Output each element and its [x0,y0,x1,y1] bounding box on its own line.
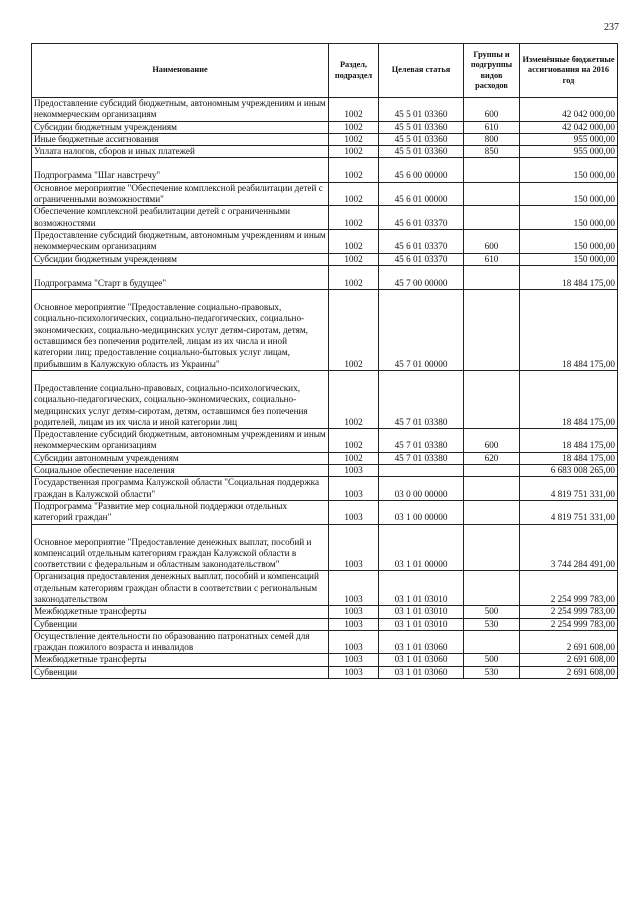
row-section: 1003 [329,654,379,666]
row-article: 45 7 00 00000 [379,265,464,289]
table-row [32,465,618,477]
row-amount: 42 042 000,00 [520,121,618,133]
row-name: Обеспечение комплексной реабилитации детей с ограниченными возможностями [32,206,329,230]
row-name: Субвенции [32,618,329,630]
row-group: 600 [464,429,520,453]
row-name: Основное мероприятие "Обеспечение комплексной реабилитации детей с ограниченными возможностями" [32,182,329,206]
row-amount: 955 000,00 [520,146,618,158]
row-amount: 150 000,00 [520,229,618,253]
row-amount: 955 000,00 [520,133,618,145]
row-article: 45 5 01 03360 [379,133,464,145]
row-amount: 18 484 175,00 [520,452,618,464]
row-section: 1002 [329,429,379,453]
row-section: 1003 [329,571,379,606]
row-amount: 4 819 751 331,00 [520,500,618,524]
table-row [32,229,618,253]
row-section: 1003 [329,465,379,477]
row-group: 600 [464,229,520,253]
row-group [464,206,520,230]
row-article: 45 5 01 03360 [379,146,464,158]
budget-table [31,43,618,679]
row-group: 620 [464,452,520,464]
row-article [379,465,464,477]
row-section: 1003 [329,606,379,618]
row-section: 1002 [329,182,379,206]
row-name: Субвенции [32,666,329,678]
row-section: 1002 [329,121,379,133]
row-group [464,290,520,371]
row-section: 1002 [329,253,379,265]
row-amount: 2 691 608,00 [520,666,618,678]
row-article: 45 7 01 03380 [379,452,464,464]
row-name: Социальное обеспечение населения [32,465,329,477]
row-group: 850 [464,146,520,158]
row-name: Иные бюджетные ассигнования [32,133,329,145]
row-amount: 18 484 175,00 [520,265,618,289]
row-group [464,500,520,524]
row-group: 610 [464,253,520,265]
table-row [32,370,618,428]
row-article: 45 7 01 03380 [379,370,464,428]
row-name: Предоставление субсидий бюджетным, автономным учреждениям и иным некоммерческим организациям [32,98,329,122]
row-name: Уплата налогов, сборов и иных платежей [32,146,329,158]
row-name: Субсидии бюджетным учреждениям [32,253,329,265]
table-row [32,121,618,133]
row-name: Межбюджетные трансферты [32,606,329,618]
row-section: 1002 [329,370,379,428]
row-group: 500 [464,654,520,666]
table-row [32,618,618,630]
row-amount: 150 000,00 [520,182,618,206]
row-group [464,182,520,206]
row-article: 45 5 01 03360 [379,121,464,133]
row-name: Предоставление субсидий бюджетным, автономным учреждениям и иным некоммерческим организациям [32,429,329,453]
row-group [464,465,520,477]
row-amount: 3 744 284 491,00 [520,524,618,571]
row-amount: 18 484 175,00 [520,370,618,428]
table-row [32,158,618,182]
row-name: Межбюджетные трансферты [32,654,329,666]
row-group: 610 [464,121,520,133]
table-row [32,524,618,571]
table-header-row [32,44,618,98]
table-row [32,630,618,654]
row-name: Подпрограмма "Старт в будущее" [32,265,329,289]
row-section: 1002 [329,146,379,158]
row-article: 45 6 00 00000 [379,158,464,182]
table-row [32,477,618,501]
row-amount: 18 484 175,00 [520,290,618,371]
table-row [32,98,618,122]
header-section: Раздел, подраздел [329,44,379,98]
table-row [32,666,618,678]
header-groups: Группы и подгруппы видов расходов [464,44,520,98]
table-row [32,571,618,606]
row-section: 1002 [329,98,379,122]
page-number: 237 [604,22,619,33]
row-section: 1002 [329,133,379,145]
row-name: Субсидии автономным учреждениям [32,452,329,464]
row-article: 45 7 01 00000 [379,290,464,371]
row-article: 03 1 01 03060 [379,666,464,678]
row-article: 03 1 01 03010 [379,606,464,618]
row-group [464,370,520,428]
row-amount: 150 000,00 [520,253,618,265]
row-name: Осуществление деятельности по образованию патронатных семей для граждан пожилого возраста и инвалидов [32,630,329,654]
row-amount: 150 000,00 [520,206,618,230]
row-amount: 2 691 608,00 [520,654,618,666]
row-amount: 18 484 175,00 [520,429,618,453]
table-row [32,146,618,158]
row-article: 03 1 01 03010 [379,618,464,630]
row-amount: 2 254 999 783,00 [520,571,618,606]
row-name: Государственная программа Калужской области "Социальная поддержка граждан в Калужской области" [32,477,329,501]
table-row [32,182,618,206]
row-section: 1002 [329,265,379,289]
row-group [464,265,520,289]
row-article: 03 0 00 00000 [379,477,464,501]
row-amount: 6 683 008 265,00 [520,465,618,477]
row-group [464,158,520,182]
table-row [32,253,618,265]
row-amount: 2 254 999 783,00 [520,606,618,618]
table-row [32,654,618,666]
header-amount: Изменённые бюджетные ассигнования на 2016 год [520,44,618,98]
row-section: 1003 [329,630,379,654]
row-article: 03 1 01 03060 [379,654,464,666]
table-row [32,500,618,524]
row-section: 1003 [329,500,379,524]
row-section: 1002 [329,158,379,182]
table-row [32,429,618,453]
table-row [32,290,618,371]
row-article: 45 6 01 03370 [379,229,464,253]
row-name: Подпрограмма "Развитие мер социальной поддержки отдельных категорий граждан" [32,500,329,524]
row-article: 45 6 01 00000 [379,182,464,206]
row-group [464,630,520,654]
row-section: 1003 [329,618,379,630]
row-amount: 2 254 999 783,00 [520,618,618,630]
row-article: 03 1 01 00000 [379,524,464,571]
row-section: 1003 [329,524,379,571]
row-name: Предоставление социально-правовых, социально-психологических, социально-педагогических, социально-экономических, социально-медицинских услуг детям-сиротам, детям, оставшимся без попечения родителей, лицам из их числа и иной категории лиц [32,370,329,428]
row-section: 1002 [329,290,379,371]
row-article: 03 1 01 03060 [379,630,464,654]
row-group [464,477,520,501]
header-article: Целевая статья [379,44,464,98]
row-group [464,524,520,571]
row-name: Организация предоставления денежных выплат, пособий и компенсаций отдельным категориям граждан области в соответствии с региональным законодательством [32,571,329,606]
table-row [32,206,618,230]
table-row [32,265,618,289]
row-section: 1002 [329,229,379,253]
header-name: Наименование [32,44,329,98]
row-name: Основное мероприятие "Предоставление денежных выплат, пособий и компенсаций отдельным категориям граждан Калужской области в соответствии с федеральным и областным законодательством" [32,524,329,571]
row-group [464,571,520,606]
table-row [32,133,618,145]
row-section: 1002 [329,206,379,230]
row-article: 45 5 01 03360 [379,98,464,122]
row-article: 03 1 01 03010 [379,571,464,606]
table-row [32,452,618,464]
row-group: 500 [464,606,520,618]
row-name: Предоставление субсидий бюджетным, автономным учреждениям и иным некоммерческим организациям [32,229,329,253]
row-article: 45 6 01 03370 [379,253,464,265]
row-article: 45 6 01 03370 [379,206,464,230]
row-amount: 150 000,00 [520,158,618,182]
row-article: 03 1 00 00000 [379,500,464,524]
row-section: 1003 [329,666,379,678]
table-body [32,98,618,679]
row-name: Субсидии бюджетным учреждениям [32,121,329,133]
row-name: Основное мероприятие "Предоставление социально-правовых, социально-психологических, социально-педагогических, социально-экономических, социально-медицинских услуг детям-сиротам, детям, оставшимся без попечения родителей, лицам из их числа и иной категории лиц; предоставление социально-бытовых услуг лицам, прибывшим в Калужскую область из Украины" [32,290,329,371]
row-amount: 2 691 608,00 [520,630,618,654]
row-amount: 4 819 751 331,00 [520,477,618,501]
row-group: 530 [464,666,520,678]
row-article: 45 7 01 03380 [379,429,464,453]
row-group: 800 [464,133,520,145]
row-group: 600 [464,98,520,122]
row-section: 1002 [329,452,379,464]
row-section: 1003 [329,477,379,501]
row-name: Подпрограмма "Шаг навстречу" [32,158,329,182]
table-row [32,606,618,618]
row-amount: 42 042 000,00 [520,98,618,122]
row-group: 530 [464,618,520,630]
